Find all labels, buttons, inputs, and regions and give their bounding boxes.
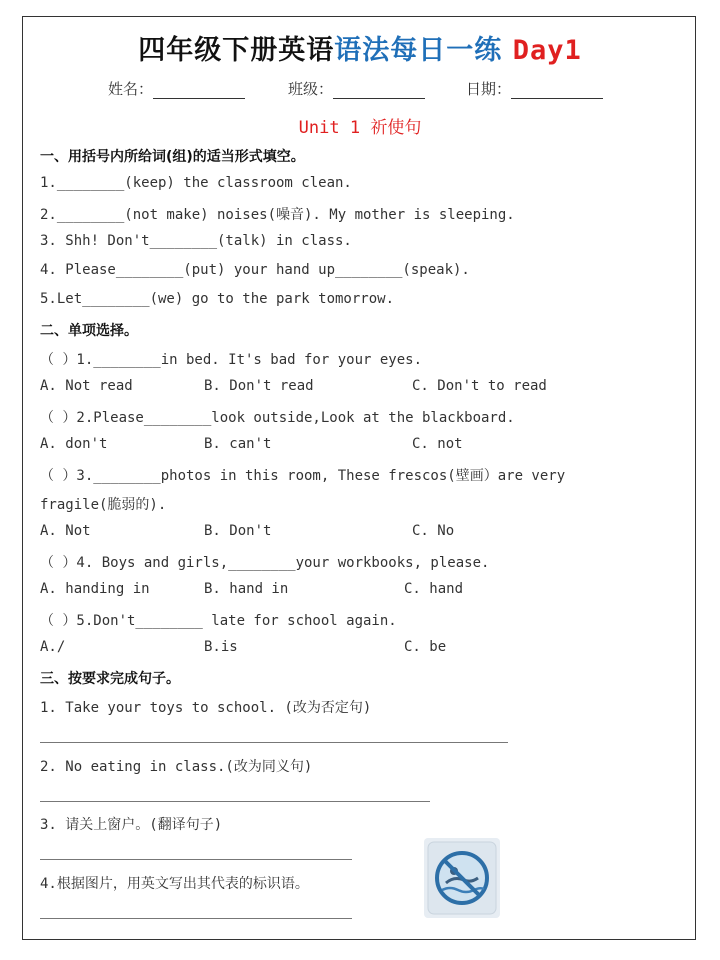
s3-item-4: 4.根据图片，用英文写出其代表的标识语。 bbox=[40, 876, 309, 892]
s3-item-2: 2. No eating in class.(改为同义句) bbox=[40, 759, 313, 775]
class-field: 班级： bbox=[288, 78, 425, 99]
name-blank[interactable] bbox=[153, 83, 245, 99]
q5-option-b[interactable]: B.is bbox=[204, 639, 238, 655]
title-day: Day1 bbox=[512, 35, 582, 66]
q2-option-a[interactable]: A. don't bbox=[40, 436, 108, 452]
answer-line-1[interactable] bbox=[40, 742, 508, 743]
q5-stem: （ ）5.Don't________ late for school again. bbox=[40, 613, 397, 629]
q4-option-c[interactable]: C. hand bbox=[404, 581, 464, 597]
q5-option-c[interactable]: C. be bbox=[404, 639, 447, 655]
answer-line-2[interactable] bbox=[40, 801, 430, 802]
title-part2: 语法每日一练 bbox=[334, 35, 503, 66]
q1-option-a[interactable]: A. Not read bbox=[40, 378, 133, 394]
q2-option-b[interactable]: B. can't bbox=[204, 436, 272, 452]
answer-line-3[interactable] bbox=[40, 859, 352, 860]
s3-item-1: 1. Take your toys to school. (改为否定句) bbox=[40, 700, 372, 716]
unit-heading: Unit 1 祈使句 bbox=[298, 118, 422, 138]
q1-stem: （ ）1.________in bed. It's bad for your eyes. bbox=[40, 352, 423, 368]
q4-option-a[interactable]: A. handing in bbox=[40, 581, 150, 597]
q4-option-b[interactable]: B. hand in bbox=[204, 581, 289, 597]
s1-item-3: 3. Shh! Don't________(talk) in class. bbox=[40, 233, 352, 249]
q2-stem: （ ）2.Please________look outside,Look at the blackboard. bbox=[40, 410, 515, 426]
q5-option-a[interactable]: A./ bbox=[40, 639, 66, 655]
q3-stem: （ ）3.________photos in this room, These frescos(壁画）are very bbox=[40, 468, 566, 484]
q3-stem-cont: fragile(脆弱的). bbox=[40, 497, 167, 513]
q1-option-b[interactable]: B. Don't read bbox=[204, 378, 314, 394]
s1-item-4: 4. Please________(put) your hand up________(speak). bbox=[40, 262, 470, 278]
answer-line-4[interactable] bbox=[40, 918, 352, 919]
date-blank[interactable] bbox=[511, 83, 603, 99]
title-part1: 四年级下册英语 bbox=[138, 35, 335, 66]
q1-option-c[interactable]: C. Don't to read bbox=[412, 378, 547, 394]
class-blank[interactable] bbox=[333, 83, 425, 99]
q3-option-c[interactable]: C. No bbox=[412, 523, 455, 539]
q3-option-a[interactable]: A. Not bbox=[40, 523, 91, 539]
s3-item-3: 3. 请关上窗户。(翻译句子) bbox=[40, 817, 223, 833]
name-field: 姓名： bbox=[108, 78, 245, 99]
no-swimming-sign-icon bbox=[424, 838, 500, 918]
worksheet-title bbox=[0, 28, 720, 67]
section3-heading: 三、按要求完成句子。 bbox=[40, 671, 180, 687]
section1-heading: 一、用括号内所给词(组)的适当形式填空。 bbox=[40, 149, 305, 165]
s1-item-1: 1.________(keep) the classroom clean. bbox=[40, 175, 352, 191]
section2-heading: 二、单项选择。 bbox=[40, 323, 138, 339]
date-field: 日期： bbox=[466, 78, 603, 99]
s1-item-2: 2.________(not make) noises(噪音). My mother is sleeping. bbox=[40, 207, 515, 223]
q2-option-c[interactable]: C. not bbox=[412, 436, 463, 452]
q3-option-b[interactable]: B. Don't bbox=[204, 523, 272, 539]
q4-stem: （ ）4. Boys and girls,________your workbooks, please. bbox=[40, 555, 490, 571]
s1-item-5: 5.Let________(we) go to the park tomorrow. bbox=[40, 291, 395, 307]
